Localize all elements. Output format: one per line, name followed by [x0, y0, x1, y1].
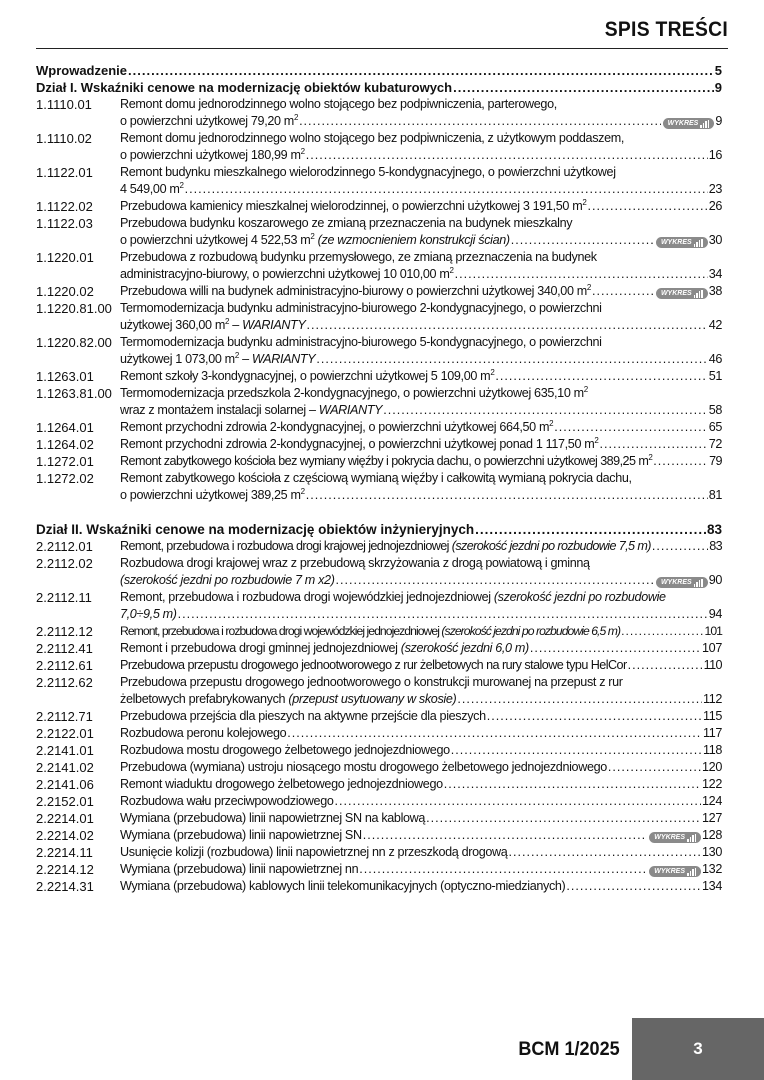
- entry-title: Przebudowa willi na budynek administracyjno-biurowy o powierzchni użytkowej 340,00 m: [120, 284, 587, 298]
- entry-number: 1.1220.01: [36, 250, 94, 265]
- entry-title-line: Termomodernizacja budynku administracyjno-biurowego 5-kondygnacyjnego, o powierzchni: [120, 335, 602, 349]
- entry-title: Remont i przebudowa drogi gminnej jednojezdniowej: [120, 641, 398, 655]
- entry-number: 1.1220.81.00: [36, 301, 112, 316]
- entry-title-line: Remont domu jednorodzinnego wolno stojącego bez podpiwniczenia, parterowego,: [120, 97, 557, 111]
- dot-leader: [592, 283, 654, 300]
- toc-entry[interactable]: [36, 300, 722, 334]
- dot-leader: [621, 623, 703, 640]
- entry-page: 94: [708, 607, 722, 621]
- entry-number: 1.1220.82.00: [36, 335, 112, 350]
- toc-entry[interactable]: [36, 470, 722, 504]
- entry-title: Rozbudowa wału przeciwpowodziowego: [120, 794, 334, 808]
- toc-entry[interactable]: [36, 555, 722, 589]
- dot-leader: [495, 368, 707, 385]
- dot-leader: [128, 62, 714, 79]
- wykres-chart-icon[interactable]: [663, 118, 715, 129]
- entry-number: 2.2112.01: [36, 539, 93, 554]
- entry-note: (przepust usytuowany w skosie): [285, 692, 457, 706]
- entry-title: Przebudowa przejścia dla pieszych na aktywne przejście dla pieszych: [120, 709, 486, 723]
- entry-page: 132: [702, 862, 722, 876]
- entry-title: Remont, przebudowa i rozbudowa drogi krajowej jednojezdniowej: [120, 539, 449, 553]
- dot-leader: [487, 708, 702, 725]
- toc-entry[interactable]: [36, 810, 722, 827]
- entry-number: 2.2152.01: [36, 794, 94, 809]
- wykres-label: WYKRES: [654, 868, 686, 875]
- toc-entry[interactable]: [36, 453, 722, 470]
- page-title: SPIS TREŚCI: [604, 18, 728, 41]
- superscript: 2: [582, 198, 587, 207]
- entry-title: Wymiana (przebudowa) linii napowietrznej nn: [120, 862, 359, 876]
- entry-page: 34: [708, 267, 722, 281]
- dot-leader: [652, 538, 708, 555]
- wykres-chart-icon[interactable]: [656, 237, 708, 248]
- dot-leader: [426, 810, 701, 827]
- entry-page: 101: [704, 624, 722, 638]
- entry-page: 26: [708, 199, 722, 213]
- entry-title: Rozbudowa mostu drogowego żelbetowego jednojezdniowego: [120, 743, 450, 757]
- entry-page: 38: [708, 284, 722, 298]
- entry-number: 2.2141.06: [36, 777, 94, 792]
- entry-page: 72: [708, 437, 722, 451]
- entry-page: 110: [703, 658, 722, 672]
- wykres-chart-icon[interactable]: [649, 832, 701, 843]
- entry-title-line: Remont, przebudowa i rozbudowa drogi wojewódzkiej jednojezdniowej: [120, 590, 491, 604]
- entry-number: 2.2112.12: [36, 624, 93, 639]
- toc-entry[interactable]: [36, 164, 722, 198]
- entry-page: 130: [702, 845, 722, 859]
- entry-page: 117: [702, 726, 722, 740]
- toc-entry[interactable]: [36, 589, 722, 623]
- superscript: 2: [549, 419, 554, 428]
- wykres-label: WYKRES: [654, 834, 686, 841]
- superscript: 2: [490, 368, 495, 377]
- entry-page: 79: [709, 454, 722, 468]
- entry-number: 2.2214.02: [36, 828, 94, 843]
- entry-number: 1.1220.02: [36, 284, 94, 299]
- toc-entry[interactable]: [36, 725, 722, 742]
- entry-page: 65: [708, 420, 722, 434]
- dot-leader: [444, 776, 701, 793]
- toc-entry[interactable]: [36, 623, 722, 640]
- entry-title-line: Przebudowa budynku koszarowego ze zmianą przeznaczenia na budynek mieszkalny: [120, 216, 573, 230]
- toc-intro[interactable]: [36, 62, 722, 79]
- toc-intro-page: 5: [714, 63, 722, 78]
- superscript: 2: [586, 283, 592, 292]
- toc-entry[interactable]: [36, 215, 722, 249]
- entry-title: Usunięcie kolizji (rozbudowa) linii napowietrznej nn z przeszkodą drogową: [120, 845, 508, 859]
- toc-entry[interactable]: [36, 793, 722, 810]
- entry-number: 1.1122.02: [36, 199, 93, 214]
- wykres-label: WYKRES: [660, 290, 692, 297]
- dot-leader: [363, 827, 648, 844]
- entry-number: 1.1110.02: [36, 131, 92, 146]
- entry-page: 9: [715, 114, 722, 128]
- toc-section-2-label: Dział II. Wskaźniki cenowe na modernizację obiektów inżynieryjnych: [36, 522, 475, 537]
- entry-title-line: Termomodernizacja przedszkola 2-kondygnacyjnego, o powierzchni użytkowej 635,10 m: [120, 386, 584, 400]
- dot-leader: [530, 640, 701, 657]
- toc-entry[interactable]: [36, 776, 722, 793]
- superscript: 2: [310, 232, 315, 241]
- entry-page: 122: [702, 777, 722, 791]
- entry-note: (ze wzmocnieniem konstrukcji ścian): [314, 233, 510, 247]
- entry-title-line: 4 549,00 m: [120, 182, 180, 196]
- entry-page: 134: [702, 879, 722, 893]
- entry-note: – WARIANTY: [229, 318, 306, 332]
- entry-number: 1.1272.01: [36, 454, 94, 469]
- entry-page: 16: [708, 148, 722, 162]
- entry-note: (szerokość jezdni po rozbudowie 7 m x2): [120, 573, 335, 587]
- entry-title-line: Remont domu jednorodzinnego wolno stojącego bez podpiwniczenia, z użytkowym poddaszem,: [120, 131, 625, 145]
- toc-entry[interactable]: [36, 538, 722, 555]
- entry-number: 2.2112.62: [36, 675, 93, 690]
- entry-number: 2.2141.02: [36, 760, 94, 775]
- dot-leader: [508, 844, 701, 861]
- entry-page: 128: [702, 828, 722, 842]
- entry-title: Wymiana (przebudowa) linii napowietrznej SN: [120, 828, 362, 842]
- wykres-label: WYKRES: [660, 579, 692, 586]
- dot-leader: [336, 572, 654, 589]
- entry-page: 107: [702, 641, 722, 655]
- entry-number: 2.2214.12: [36, 862, 94, 877]
- entry-note: (szerokość jezdni po rozbudowie 7,5 m): [448, 539, 651, 553]
- superscript: 2: [449, 266, 454, 275]
- dot-leader: [608, 759, 701, 776]
- entry-number: 2.2214.11: [36, 845, 93, 860]
- entry-page: 42: [708, 318, 722, 332]
- entry-note: – WARIANTY: [305, 403, 383, 417]
- entry-title: Wymiana (przebudowa) kablowych linii telekomunikacyjnych (optyczno-miedzianych): [120, 879, 566, 893]
- dot-leader: [600, 436, 708, 453]
- dot-leader: [316, 351, 707, 368]
- toc-section-2[interactable]: [36, 521, 722, 538]
- superscript: 2: [648, 453, 653, 462]
- entry-number: 1.1263.01: [36, 369, 94, 384]
- wykres-label: WYKRES: [660, 239, 692, 246]
- toc-entry[interactable]: [36, 419, 722, 436]
- entry-title-line: o powierzchni użytkowej 79,20 m: [120, 114, 294, 128]
- entry-title: Remont wiaduktu drogowego żelbetowego jednojezdniowego: [120, 777, 443, 791]
- footer-page-number: 3: [632, 1018, 764, 1080]
- toc-entry[interactable]: [36, 708, 722, 725]
- entry-number: 2.2112.11: [36, 590, 92, 605]
- entry-note: – WARIANTY: [238, 352, 316, 366]
- toc-entry[interactable]: [36, 130, 722, 164]
- entry-title-line: użytkowej 360,00 m: [120, 318, 226, 332]
- superscript: 2: [179, 181, 184, 190]
- entry-page: 90: [708, 573, 722, 587]
- toc-entry[interactable]: [36, 759, 722, 776]
- dot-leader: [185, 181, 708, 198]
- entry-number: 2.2112.71: [36, 709, 93, 724]
- entry-title-line: Przebudowa z rozbudową budynku przemysłowego, ze zmianą przeznaczenia na budynek: [120, 250, 597, 264]
- entry-title: Przebudowa (wymiana) ustroju niosącego mostu drogowego żelbetowego jednojezdniowego: [120, 760, 607, 774]
- entry-number: 1.1264.01: [36, 420, 94, 435]
- entry-title-line: żelbetowych prefabrykowanych: [120, 692, 286, 706]
- superscript: 2: [300, 487, 305, 496]
- dot-leader: [566, 878, 701, 895]
- dot-leader: [335, 793, 702, 810]
- entry-title-line: Przebudowa przepustu drogowego jednootworowego o konstrukcji murowanej na przepust z rur: [120, 675, 623, 689]
- entry-page: 112: [702, 692, 722, 706]
- header-rule: [36, 48, 728, 49]
- entry-title-line: wraz z montażem instalacji solarnej: [120, 403, 306, 417]
- dot-leader: [475, 521, 706, 538]
- entry-number: 2.2112.61: [36, 658, 93, 673]
- entry-page: 46: [708, 352, 722, 366]
- dot-leader: [306, 487, 708, 504]
- entry-number: 2.2112.02: [36, 556, 93, 571]
- dot-leader: [587, 198, 707, 215]
- entry-page: 120: [702, 760, 722, 774]
- superscript: 2: [293, 113, 299, 122]
- entry-number: 1.1122.03: [36, 216, 93, 231]
- entry-page: 30: [708, 233, 722, 247]
- toc-section-1-page: 9: [714, 80, 722, 95]
- entry-title: Rozbudowa peronu kolejowego: [120, 726, 287, 740]
- entry-title-line: Termomodernizacja budynku administracyjno-biurowego 2-kondygnacyjnego, o powierzchni: [120, 301, 602, 315]
- entry-title-line: o powierzchni użytkowej 4 522,53 m: [120, 233, 311, 247]
- toc-entry[interactable]: [36, 436, 722, 453]
- superscript: 2: [300, 147, 305, 156]
- toc-entry[interactable]: [36, 844, 722, 861]
- entry-page: 115: [702, 709, 722, 723]
- dot-leader: [453, 79, 714, 96]
- wykres-label: WYKRES: [667, 120, 699, 127]
- entry-number: 1.1264.02: [36, 437, 94, 452]
- wykres-chart-icon[interactable]: [649, 866, 701, 877]
- toc-entry[interactable]: [36, 657, 722, 674]
- entry-number: 1.1122.01: [36, 165, 93, 180]
- entry-page: 127: [702, 811, 722, 825]
- superscript: 2: [225, 317, 230, 326]
- entry-number: 1.1272.02: [36, 471, 94, 486]
- toc-entry[interactable]: [36, 640, 722, 657]
- entry-title-line: Remont zabytkowego kościoła z częściową wymianą więźby i całkowitą wymianą pokrycia dachu,: [120, 471, 632, 485]
- entry-page: 83: [709, 539, 722, 553]
- entry-page: 124: [702, 794, 722, 808]
- toc-entry[interactable]: [36, 96, 722, 130]
- toc-section-2-page: 83: [706, 522, 722, 537]
- dot-leader: [287, 725, 702, 742]
- entry-title: Remont przychodni zdrowia 2-kondygnacyjnej, o powierzchni użytkowej 664,50 m: [120, 420, 550, 434]
- entry-note: 7,0÷9,5 m): [120, 607, 177, 621]
- entry-title-line: Rozbudowa drogi krajowej wraz z przebudową skrzyżowania z drogą powiatową i gminną: [120, 556, 590, 570]
- toc-entry[interactable]: [36, 334, 722, 368]
- wykres-chart-icon[interactable]: [656, 577, 708, 588]
- entry-title-line: o powierzchni użytkowej 180,99 m: [120, 148, 301, 162]
- dot-leader: [359, 861, 647, 878]
- entry-title: Wymiana (przebudowa) linii napowietrznej SN na kablową: [120, 811, 426, 825]
- entry-page: 81: [708, 488, 722, 502]
- toc-entry[interactable]: [36, 742, 722, 759]
- superscript: 2: [583, 385, 588, 394]
- entry-note: (szerokość jezdni po rozbudowie 6,5 m): [439, 624, 621, 638]
- dot-leader: [451, 742, 702, 759]
- entry-title: Przebudowa kamienicy mieszkalnej wielorodzinnej, o powierzchni użytkowej 3 191,50 m: [120, 199, 583, 213]
- entry-title: Remont zabytkowego kościoła bez wymiany więźby i pokrycia dachu, o powierzchni użytkowej 389,25 m: [120, 454, 649, 468]
- superscript: 2: [594, 436, 599, 445]
- entry-page: 51: [708, 369, 722, 383]
- entry-title-line: o powierzchni użytkowej 389,25 m: [120, 488, 301, 502]
- toc-entry[interactable]: [36, 827, 722, 844]
- entry-number: 2.2122.01: [36, 726, 94, 741]
- dot-leader: [554, 419, 707, 436]
- wykres-chart-icon[interactable]: [656, 288, 708, 299]
- entry-number: 1.1110.01: [36, 97, 92, 112]
- entry-number: 2.2214.01: [36, 811, 94, 826]
- dot-leader: [653, 453, 708, 470]
- toc-entry[interactable]: [36, 674, 722, 708]
- footer-issue-title: BCM 1/2025: [518, 1039, 620, 1060]
- toc-entry[interactable]: [36, 878, 722, 895]
- dot-leader: [306, 147, 708, 164]
- table-of-contents: [36, 62, 722, 895]
- toc-entry[interactable]: [36, 861, 722, 878]
- entry-title-line: administracyjno-biurowy, o powierzchni użytkowej 10 010,00 m: [120, 267, 450, 281]
- dot-leader: [383, 402, 707, 419]
- entry-title-line: Remont budynku mieszkalnego wielorodzinnego 5-kondygnacyjnego, o powierzchni użytkowej: [120, 165, 616, 179]
- entry-page: 118: [702, 743, 722, 757]
- dot-leader: [307, 317, 708, 334]
- dot-leader: [178, 606, 708, 623]
- entry-number: 1.1263.81.00: [36, 386, 112, 401]
- dot-leader: [455, 266, 708, 283]
- toc-entry[interactable]: [36, 198, 722, 215]
- entry-page: 23: [708, 182, 722, 196]
- entry-title: Remont szkoły 3-kondygnacyjnej, o powierzchni użytkowej 5 109,00 m: [120, 369, 491, 383]
- dot-leader: [299, 113, 661, 130]
- entry-note: (szerokość jezdni 6,0 m): [397, 641, 529, 655]
- entry-number: 2.2214.31: [36, 879, 94, 894]
- toc-entry[interactable]: [36, 283, 722, 300]
- toc-entry[interactable]: [36, 368, 722, 385]
- superscript: 2: [234, 351, 239, 360]
- entry-title: Przebudowa przepustu drogowego jednootworowego z rur żelbetowych na rury stalowe typu HelCor: [120, 658, 627, 672]
- dot-leader: [628, 657, 703, 674]
- entry-title: Remont przychodni zdrowia 2-kondygnacyjnej, o powierzchni użytkowej ponad 1 117,50 m: [120, 437, 595, 451]
- entry-number: 2.2141.01: [36, 743, 94, 758]
- entry-number: 2.2112.41: [36, 641, 93, 656]
- dot-leader: [511, 232, 654, 249]
- toc-entry[interactable]: [36, 249, 722, 283]
- toc-entry[interactable]: [36, 385, 722, 419]
- entry-title-line: użytkowej 1 073,00 m: [120, 352, 235, 366]
- entry-note: (szerokość jezdni po rozbudowie: [490, 590, 666, 604]
- entry-page: 58: [708, 403, 722, 417]
- toc-section-1-label: Dział I. Wskaźniki cenowe na modernizację obiektów kubaturowych: [36, 80, 453, 95]
- entry-title: Remont, przebudowa i rozbudowa drogi wojewódzkiej jednojezdniowej: [120, 624, 439, 638]
- dot-leader: [457, 691, 702, 708]
- toc-section-1[interactable]: [36, 79, 722, 96]
- toc-intro-label: Wprowadzenie: [36, 63, 128, 78]
